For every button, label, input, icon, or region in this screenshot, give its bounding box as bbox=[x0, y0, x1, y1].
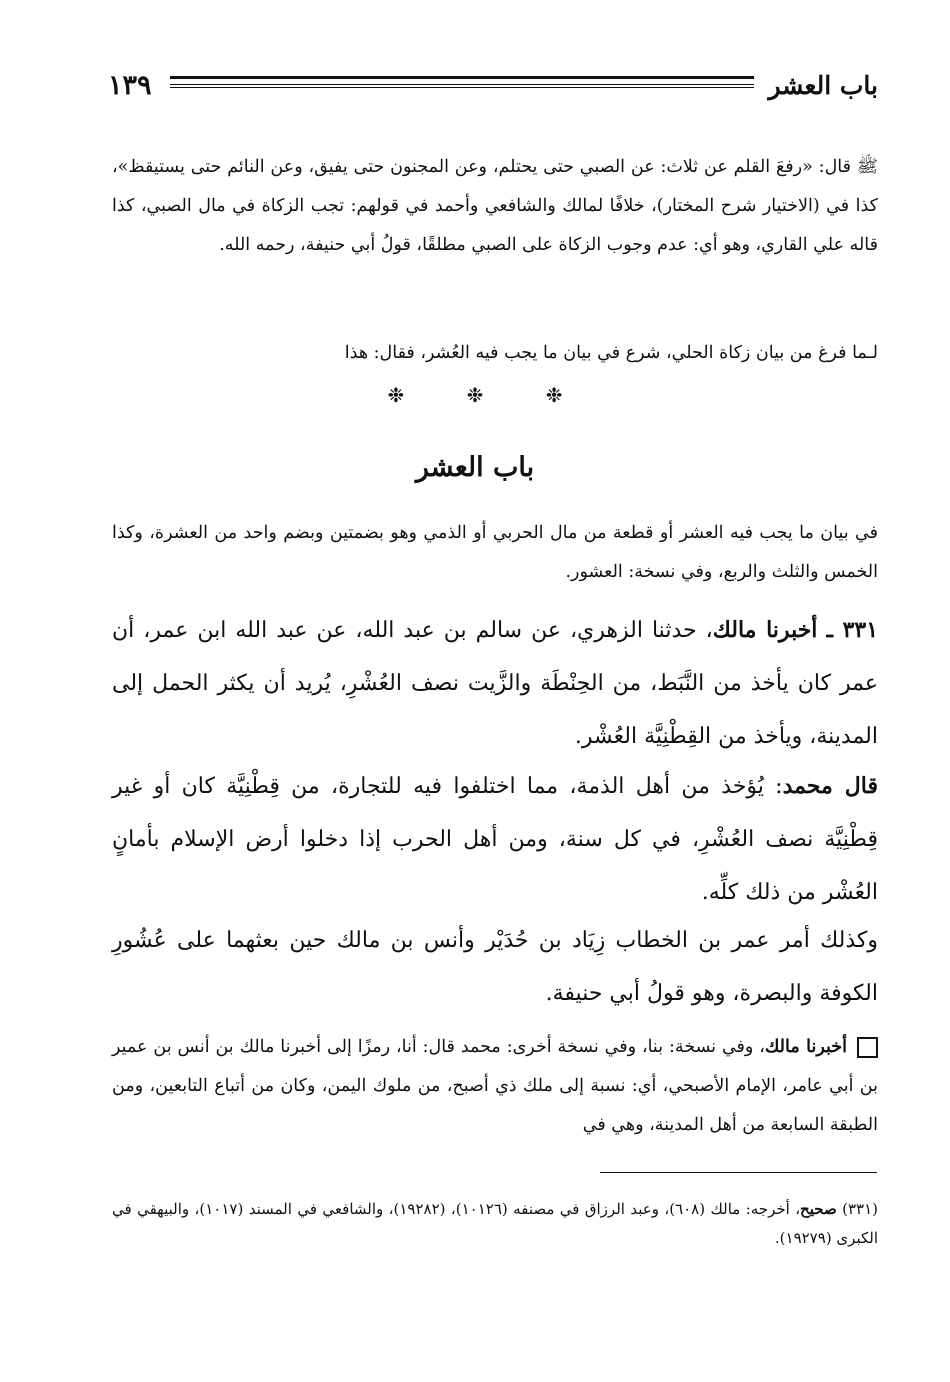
closing-text: وكذلك أمر عمر بن الخطاب زِيَاد بن حُدَيْر وأنس بن مالك حين بعثهما على عُشُورِ الكوفة والبصرة، وهو قولُ أبي حنيفة. bbox=[112, 928, 878, 1006]
separator-star-3: ❉ bbox=[545, 383, 563, 407]
transition-text: لـما فرغ من بيان زكاة الحلي، شرع في بيان ما يجب فيه العُشر، فقال: هذا bbox=[344, 343, 878, 363]
hadith-body: ، حدثنا الزهري، عن سالم بن عبد الله، عن عبد الله ابن عمر، أن عمر كان يأخذ من النَّبَط، من الحِنْطَة والزَّيت نصف العُشْرِ، يُريد أن يكثر الحمل إلى المدينة، ويأخذ من القِطْنِيَّة العُشْر. bbox=[112, 618, 878, 749]
chapter-title: باب العشر bbox=[415, 452, 535, 483]
commentary-marker-box bbox=[857, 1037, 878, 1058]
top-commentary bbox=[112, 148, 878, 265]
transition-line bbox=[112, 334, 878, 373]
footnote bbox=[112, 1195, 878, 1253]
muhammad-body: : يُؤخذ من أهل الذمة، مما اختلفوا فيه للتجارة، من قِطْنِيَّة كان أو غير قِطْنِيَّة نصف العُشْرِ، في كل سنة، ومن أهل الحرب إذا دخلوا أرض الإسلام بأمانٍ العُشْر من ذلك كلِّه. bbox=[112, 774, 878, 905]
commentary-lead: أخبرنا مالك bbox=[764, 1037, 847, 1057]
commentary-body: ، وفي نسخة: بنا، وفي نسخة أخرى: محمد قال: أنا، رمزًا إلى أخبرنا مالك بن أنس بن عمير بن أبي عامر، الإمام الأصبحي، أي: نسبة إلى ملك ذي أصبح، من ملوك اليمن، وكان من أتباع التابعين، ومن الطبقة السابعة من أهل المدينة، وهي في bbox=[112, 1037, 878, 1135]
separator-star-2: ❉ bbox=[466, 383, 484, 407]
footnote-number: (٣٣١) bbox=[842, 1200, 878, 1218]
separator-star-1: ❉ bbox=[387, 383, 405, 407]
hadith-331 bbox=[112, 604, 878, 763]
chapter-intro bbox=[112, 514, 878, 592]
header-double-rule bbox=[170, 76, 754, 85]
top-commentary-text: ﷺ قال: «رفعَ القلم عن ثلاث: عن الصبي حتى يحتلم، وعن المجنون حتى يفيق، وعن النائم حتى يستيقظ»، كذا في (الاختيار شرح المختار)، خلافًا لمالك والشافعي وأحمد في قولهم: تجب الزكاة في مال الصبي، كذا قاله علي القاري، وهو أي: عدم وجوب الزكاة على الصبي مطلقًا، قولُ أبي حنيفة، رحمه الله. bbox=[112, 157, 878, 255]
closing-paragraph bbox=[112, 914, 878, 1020]
footnote-text bbox=[112, 1195, 878, 1253]
muhammad-lead: قال محمد bbox=[782, 773, 878, 799]
section-separator bbox=[0, 383, 950, 407]
commentary-text bbox=[112, 1028, 878, 1145]
hadith-lead: أخبرنا مالك bbox=[712, 617, 818, 643]
muhammad-statement bbox=[112, 760, 878, 919]
header-chapter-title: باب العشر bbox=[768, 71, 878, 100]
header-thin-rule bbox=[170, 87, 754, 88]
hadith-number: ٣٣١ ـ bbox=[826, 617, 879, 643]
running-header bbox=[108, 66, 878, 106]
footnote-lead: صحيح bbox=[800, 1200, 837, 1218]
commentary-block bbox=[112, 1028, 878, 1145]
page-number: ١٣٩ bbox=[108, 70, 152, 101]
chapter-intro-text: في بيان ما يجب فيه العشر أو قطعة من مال الحربي أو الذمي وهو بضمتين وبضم واحد من العشرة، وكذا الخمس والثلث والربع، وفي نسخة: العشور. bbox=[112, 523, 878, 582]
muhammad-text bbox=[112, 760, 878, 919]
footnote-body: ، أخرجه: مالك (٦٠٨)، وعبد الرزاق في مصنفه (١٠١٢٦)، (١٩٢٨٢)، والشافعي في المسند (١٠١٧)، والبيهقي في الكبرى (١٩٢٧٩). bbox=[112, 1200, 878, 1247]
hadith-text bbox=[112, 604, 878, 763]
footnote-rule bbox=[600, 1172, 877, 1173]
